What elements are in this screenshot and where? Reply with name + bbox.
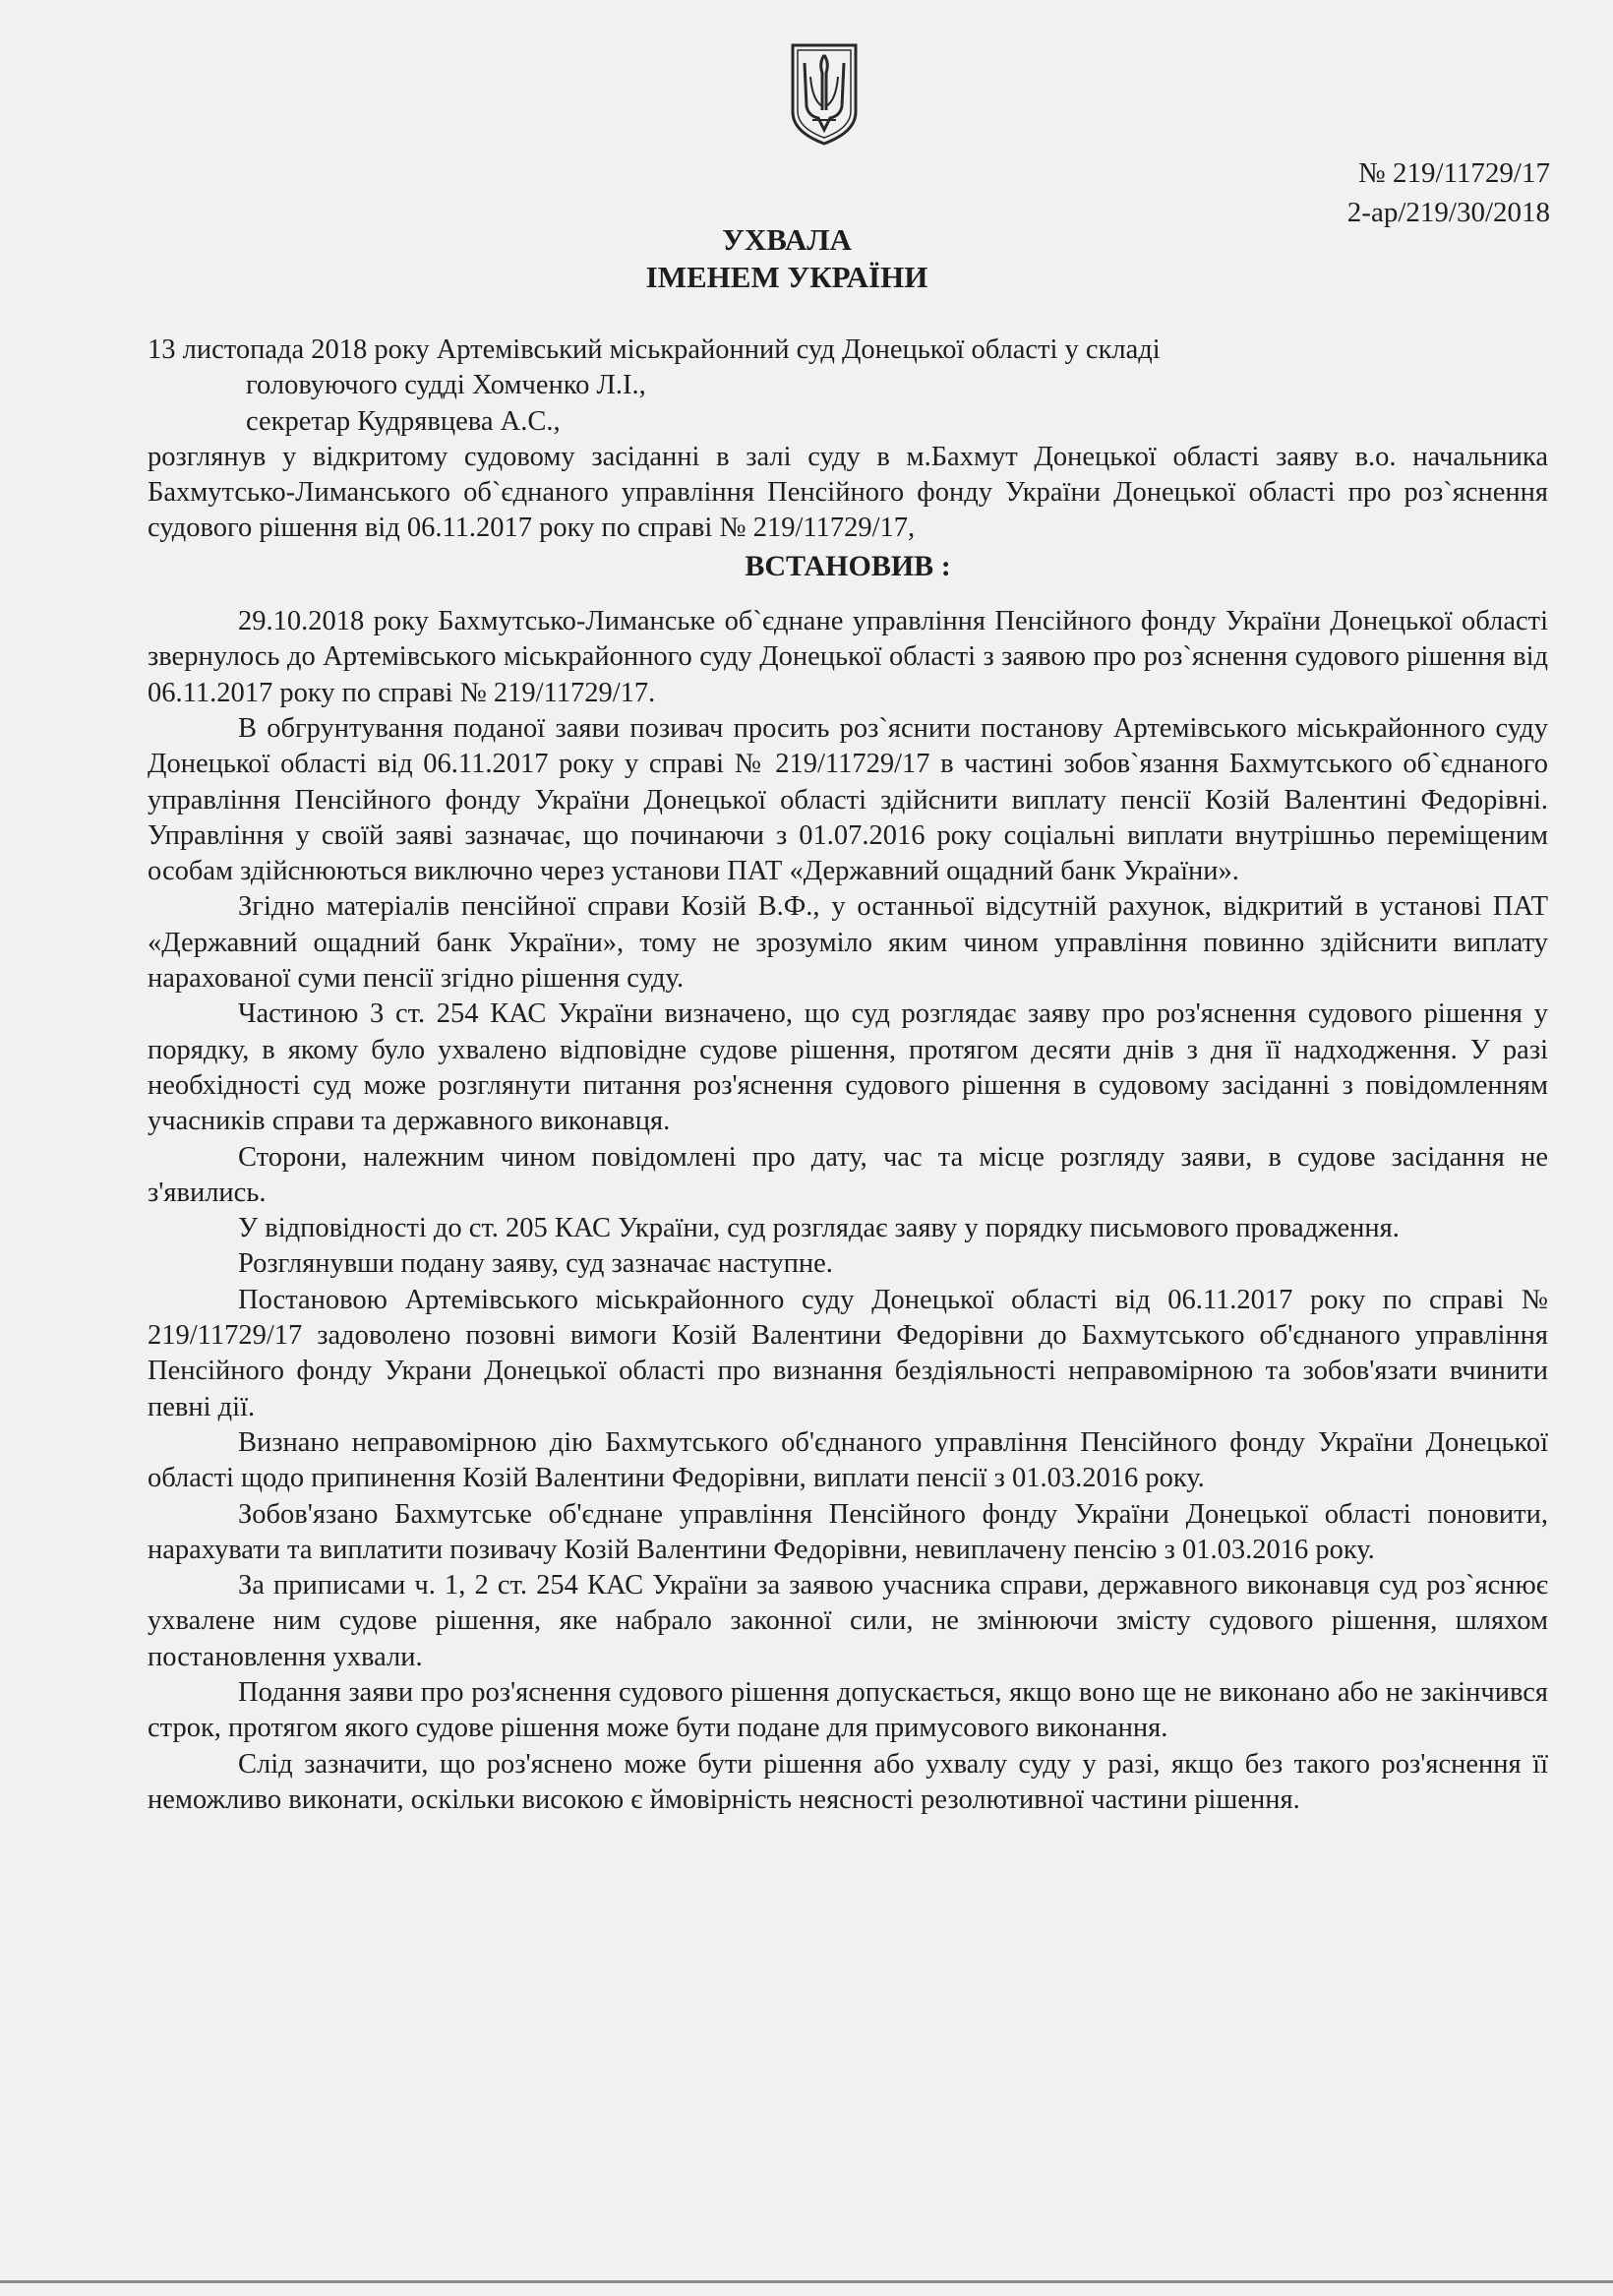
paragraph: Слід зазначити, що роз'яснено може бути рішення або ухвалу суду у разі, якщо без такого роз'яснення її неможливо виконати, оскільки високою є ймовірність неясності резолютивної частини рішення. bbox=[148, 1748, 1548, 1815]
intro-considered: розглянув у відкритому судовому засіданні в залі суду в м.Бахмут Донецької області заяву в.о. начальника Бахмутсько-Лиманського об`єднаного управління Пенсійного фонду України Донецької області про роз`яснення судового рішення від 06.11.2017 року по справі № 219/11729/17, bbox=[148, 441, 1548, 544]
ukraine-trident-icon bbox=[787, 41, 862, 148]
paragraph: Згідно матеріалів пенсійної справи Козій В.Ф., у останньої відсутній рахунок, відкритий в установі ПАТ «Державний ощадний банк України», тому не зрозуміло яким чином управління повинно здійснити виплату нарахованої суми пенсії згідно рішення суду. bbox=[148, 891, 1548, 995]
paragraph: У відповідності до ст. 205 КАС України, суд розглядає заяву у порядку письмового провадження. bbox=[238, 1213, 1400, 1244]
proceeding-number: 2-ар/219/30/2018 bbox=[1346, 197, 1550, 228]
intro-judge: головуючого судді Хомченко Л.І., bbox=[246, 370, 646, 401]
paragraph: Сторони, належним чином повідомлені про дату, час та місце розгляду заяви, в судове засідання не з'явились. bbox=[148, 1141, 1548, 1208]
page-bottom-edge bbox=[0, 2280, 1613, 2283]
document-subtitle: ІМЕНЕМ УКРАЇНИ bbox=[645, 260, 928, 294]
paragraph: В обгрунтування поданої заяви позивач просить роз`яснити постанову Артемівського міськрайонного суду Донецької області від 06.11.2017 року у справі № 219/11729/17 в частині зобов`язання Бахмутського об`єднаного управління Пенсійного фонду України Донецької області здійснити виплату пенсії Козій Валентині Федорівні. Управління у своїй заяві зазначає, що починаючи з 01.07.2016 року соціальні виплати внутрішньо переміщеним особам здійснюються виключно через установи ПАТ «Державний ощадний банк України». bbox=[148, 712, 1548, 887]
paragraph: 29.10.2018 року Бахмутсько-Лиманське об`єднане управління Пенсійного фонду України Донецької області звернулось до Артемівського міськрайонного суду Донецької області з заявою про роз`яснення судового рішення від 06.11.2017 року по справі № 219/11729/17. bbox=[148, 606, 1548, 708]
paragraph: За приписами ч. 1, 2 ст. 254 КАС України за заявою учасника справи, державного виконавця суд роз`яснює ухвалене ним судове рішення, яке набрало законної сили, не змінюючи змісту судового рішення, шляхом постановлення ухвали. bbox=[148, 1570, 1548, 1672]
paragraph: Зобов'язано Бахмутське об'єднане управління Пенсійного фонду України Донецької області поновити, нарахувати та виплатити позивачу Козій Валентини Федорівни, невиплачену пенсію з 01.03.2016 року. bbox=[148, 1498, 1548, 1565]
paragraph: Розглянувши подану заяву, суд зазначає наступне. bbox=[238, 1248, 833, 1280]
paragraph: Подання заяви про роз'яснення судового рішення допускається, якщо воно ще не виконано або не закінчився строк, протягом якого судове рішення може бути подане для примусового виконання. bbox=[148, 1676, 1548, 1744]
intro-secretary: секретар Кудрявцева А.С., bbox=[246, 405, 561, 437]
paragraph: Частиною 3 ст. 254 КАС України визначено, що суд розглядає заяву про роз'яснення судового рішення у порядку, в якому було ухвалено відповідне судове рішення, протягом десяти днів з дня її надходження. У разі необхідності суд може розглянути питання роз'яснення судового рішення в судовому засіданні з повідомленням учасників справи та державного виконавця. bbox=[148, 998, 1548, 1137]
document-title: УХВАЛА bbox=[722, 222, 852, 257]
case-number: № 219/11729/17 bbox=[1358, 157, 1550, 189]
intro-date-court: 13 листопада 2018 року Артемівський міськрайонний суд Донецької області у складі bbox=[148, 334, 1161, 365]
document-body bbox=[148, 332, 1548, 1818]
section-heading: ВСТАНОВИВ : bbox=[745, 549, 951, 582]
paragraph: Визнано неправомірною дію Бахмутського об'єднаного управління Пенсійного фонду України Донецької області щодо припинення Козій Валентини Федорівни, виплати пенсії з 01.03.2016 року. bbox=[148, 1426, 1548, 1494]
paragraph: Постановою Артемівського міськрайонного суду Донецької області від 06.11.2017 року по справі № 219/11729/17 задоволено позовні вимоги Козій Валентини Федорівни до Бахмутського об'єднаного управління Пенсійного фонду Украни Донецької області про визнання бездіяльності неправомірною та зобов'язати вчинити певні дії. bbox=[148, 1284, 1548, 1422]
